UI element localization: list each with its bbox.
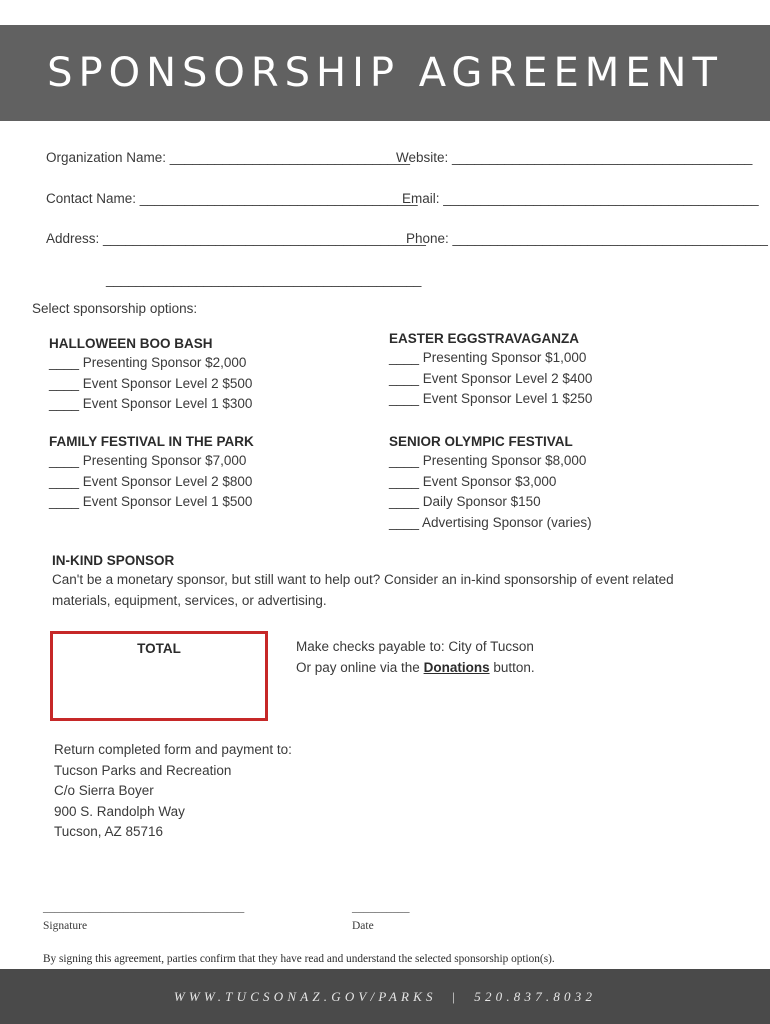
select-options-label: Select sponsorship options: — [32, 301, 198, 316]
family-festival-section — [49, 433, 254, 513]
payment-checks-line: Make checks payable to: City of Tucson — [296, 639, 534, 654]
easter-option-level1[interactable]: ____ Event Sponsor Level 1 $250 — [389, 391, 593, 406]
family-option-presenting[interactable]: ____ Presenting Sponsor $7,000 — [49, 453, 247, 468]
halloween-option-level2[interactable]: ____ Event Sponsor Level 2 $500 — [49, 375, 253, 391]
inkind-title: IN-KIND SPONSOR — [52, 553, 175, 568]
senior-option-advertising[interactable]: ____ Advertising Sponsor (varies) — [389, 514, 592, 530]
easter-option-presenting[interactable]: ____ Presenting Sponsor $1,000 — [389, 350, 587, 365]
payment-online-line — [296, 658, 535, 679]
easter-section — [389, 330, 592, 410]
senior-olympic-section — [389, 433, 592, 533]
date-label: Date — [352, 920, 374, 932]
family-option-level2[interactable]: ____ Event Sponsor Level 2 $800 — [49, 473, 253, 489]
page-title: SPONSORSHIP AGREEMENT — [47, 50, 723, 96]
family-festival-title: FAMILY FESTIVAL IN THE PARK — [49, 434, 254, 449]
halloween-option-presenting[interactable]: ____ Presenting Sponsor $2,000 — [49, 355, 247, 370]
payment-online-suffix: button. — [489, 659, 535, 675]
signature-label: Signature — [43, 920, 88, 932]
signature-line[interactable]: ___________________________________ — [43, 902, 245, 914]
return-address-city: Tucson, AZ 85716 — [54, 824, 164, 839]
footer-contact[interactable]: WWW.TUCSONAZ.GOV/PARKS | 520.837.8032 — [173, 988, 597, 1004]
contact-name-field[interactable]: Contact Name: _____________________________________ — [46, 191, 418, 206]
organization-name-field[interactable]: Organization Name: ________________________________ — [46, 150, 411, 165]
website-field[interactable]: Website: ________________________________________ — [396, 150, 753, 165]
senior-option-presenting[interactable]: ____ Presenting Sponsor $8,000 — [389, 453, 587, 468]
return-address-intro: Return completed form and payment to: — [54, 742, 292, 757]
total-label: TOTAL — [137, 641, 181, 656]
signature-statement: By signing this agreement, parties confirm that they have read and understand the selected sponsorship option(s). — [43, 953, 555, 965]
easter-title: EASTER EGGSTRAVAGANZA — [389, 331, 580, 346]
footer-banner — [0, 969, 770, 1024]
email-field[interactable]: Email: __________________________________________ — [402, 191, 759, 206]
donations-link[interactable]: Donations — [423, 659, 490, 675]
phone-field[interactable]: Phone: __________________________________________ — [406, 231, 768, 246]
address-line2-field[interactable]: __________________________________________ — [106, 272, 422, 287]
inkind-description: Can't be a monetary sponsor, but still want to help out? Consider an in-kind sponsorship of event related materials, equipment, services, or advertising. — [52, 572, 674, 608]
halloween-option-level1[interactable]: ____ Event Sponsor Level 1 $300 — [49, 396, 253, 411]
payment-online-prefix: Or pay online via the — [296, 659, 424, 675]
inkind-section — [52, 552, 732, 611]
date-line[interactable]: __________ — [352, 902, 410, 914]
halloween-title: HALLOWEEN BOO BASH — [49, 336, 213, 351]
halloween-section — [49, 335, 252, 415]
return-address-attn: C/o Sierra Boyer — [54, 783, 154, 798]
family-option-level1[interactable]: ____ Event Sponsor Level 1 $500 — [49, 494, 253, 509]
senior-option-daily[interactable]: ____ Daily Sponsor $150 — [389, 494, 541, 509]
payment-info — [296, 637, 535, 678]
senior-olympic-title: SENIOR OLYMPIC FESTIVAL — [389, 434, 573, 449]
return-address-street: 900 S. Randolph Way — [54, 803, 185, 819]
return-address-org: Tucson Parks and Recreation — [54, 762, 232, 778]
senior-option-event[interactable]: ____ Event Sponsor $3,000 — [389, 473, 557, 489]
easter-option-level2[interactable]: ____ Event Sponsor Level 2 $400 — [389, 370, 593, 386]
address-field[interactable]: Address: ___________________________________________ — [46, 231, 426, 246]
return-address — [54, 740, 292, 843]
total-box[interactable] — [50, 631, 268, 721]
header-banner — [0, 25, 770, 121]
